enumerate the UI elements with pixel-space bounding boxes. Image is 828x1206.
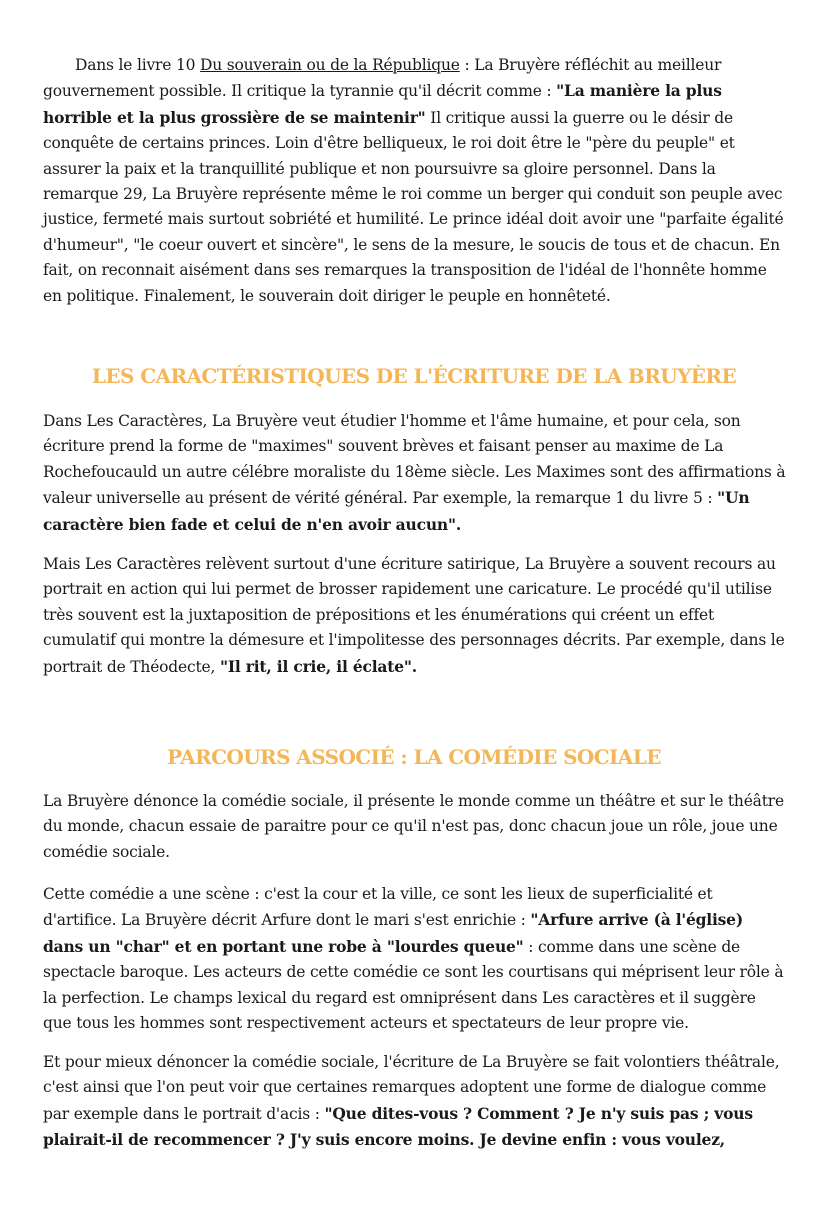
paragraph-comedie-intro: La Bruyère dénonce la comédie sociale, il présente le monde comme un théâtre et sur le théâtre du monde, chacun essaie de paraitre pour ce qu'il n'est pas, donc chacun joue un rôle, joue une comédie sociale. — [43, 792, 784, 861]
paragraph-satirique: Mais Les Caractères relèvent surtout d'une écriture satirique, La Bruyère a souvent recours au portrait en action qui lui permet de brosser rapidement une caricature. Le procédé qu'il utilise très souvent est la juxtaposition de prépositions et les énumérations qui créent un effet cumulatif qui montre la démesure et l'impolitesse des personnages décrits. Par exemple, dans le portrait de Théodecte, "Il rit, il crie, il éclate". — [43, 555, 785, 676]
quote-theodecte: "Il rit, il crie, il éclate". — [219, 656, 417, 676]
paragraph-theatrale: Et pour mieux dénoncer la comédie sociale, l'écriture de La Bruyère se fait volontiers théâtrale, c'est ainsi que l'on peut voir que certaines remarques adoptent une forme de dialogue comme par exemple dans le portrait d'acis : "Que dites-vous ? Comment ? Je n'y suis pas ; vous plairait-il de recommencer ? J'y suis encore moins. Je devine enfin : vous voulez, — [43, 1053, 780, 1150]
book-title-underlined: Du souverain ou de la République — [200, 56, 460, 74]
quote-tyrannie: "La manière la plus horrible et la plus grossière de se maintenir" — [43, 81, 722, 127]
quote-caractere: "Un caractère bien fade et celui de n'en avoir aucun". — [43, 488, 750, 534]
section-heading-ecriture: LES CARACTÉRISTIQUES DE L'ÉCRITURE DE LA BRUYÈRE — [91, 364, 737, 388]
section-heading-comedie: PARCOURS ASSOCIÉ : LA COMÉDIE SOCIALE — [167, 745, 661, 769]
paragraph-arfure: Cette comédie a une scène : c'est la cour et la ville, ce sont les lieux de superficialité et d'artifice. La Bruyère décrit Arfure dont le mari s'est enrichie : "Arfure arrive (à l'église) dans un "char" et en portant une robe à "lourdes queue" : comme dans une scène de spectacle baroque. Les acteurs de cette comédie ce sont les courtisans qui méprisent leur rôle à la perfection. Le champs lexical du regard est omniprésent dans Les caractères et il suggère que tous les hommes sont respectivement acteurs et spectateurs de leur propre vie. — [43, 885, 784, 1033]
quote-arfure: "Arfure arrive (à l'église) dans un "char" et en portant une robe à "lourdes queue" — [43, 910, 743, 956]
paragraph-souverain: Dans le livre 10 Du souverain ou de la République : La Bruyère réfléchit au meilleur gouvernement possible. Il critique la tyrannie qu'il décrit comme : "La manière la plus horrible et la plus grossière de se maintenir" Il critique aussi la guerre ou le désir de conquête de certains princes. Loin d'être belliqueux, le roi doit être le "père du peuple" et assurer la paix et la tranquillité publique et non poursuivre sa gloire personnel. Dans la remarque 29, La Bruyère représente même le roi comme un berger qui conduit son peuple avec justice, fermeté mais surtout sobriété et humilité. Le prince idéal doit avoir une "parfaite égalité d'humeur", "le coeur ouvert et sincère", le sens de la mesure, le soucis de tous et de chacun. En fait, on reconnait aisément dans ses remarques la transposition de l'idéal de l'honnête homme en politique. Finalement, le souverain doit diriger le peuple en honnêteté. — [43, 56, 784, 305]
quote-acis: "Que dites-vous ? Comment ? Je n'y suis pas ; vous plairait-il de recommencer ? J'y suis encore moins. Je devine enfin : vous voulez, — [43, 1103, 753, 1150]
paragraph-maximes: Dans Les Caractères, La Bruyère veut étudier l'homme et l'âme humaine, et pour cela, son écriture prend la forme de "maximes" souvent brèves et faisant penser au maxime de La Rochefoucauld un autre célébre moraliste du 18ème siècle. Les Maximes sont des affirmations à valeur universelle au présent de vérité général. Par exemple, la remarque 1 du livre 5 : "Un caractère bien fade et celui de n'en avoir aucun". — [43, 412, 786, 534]
